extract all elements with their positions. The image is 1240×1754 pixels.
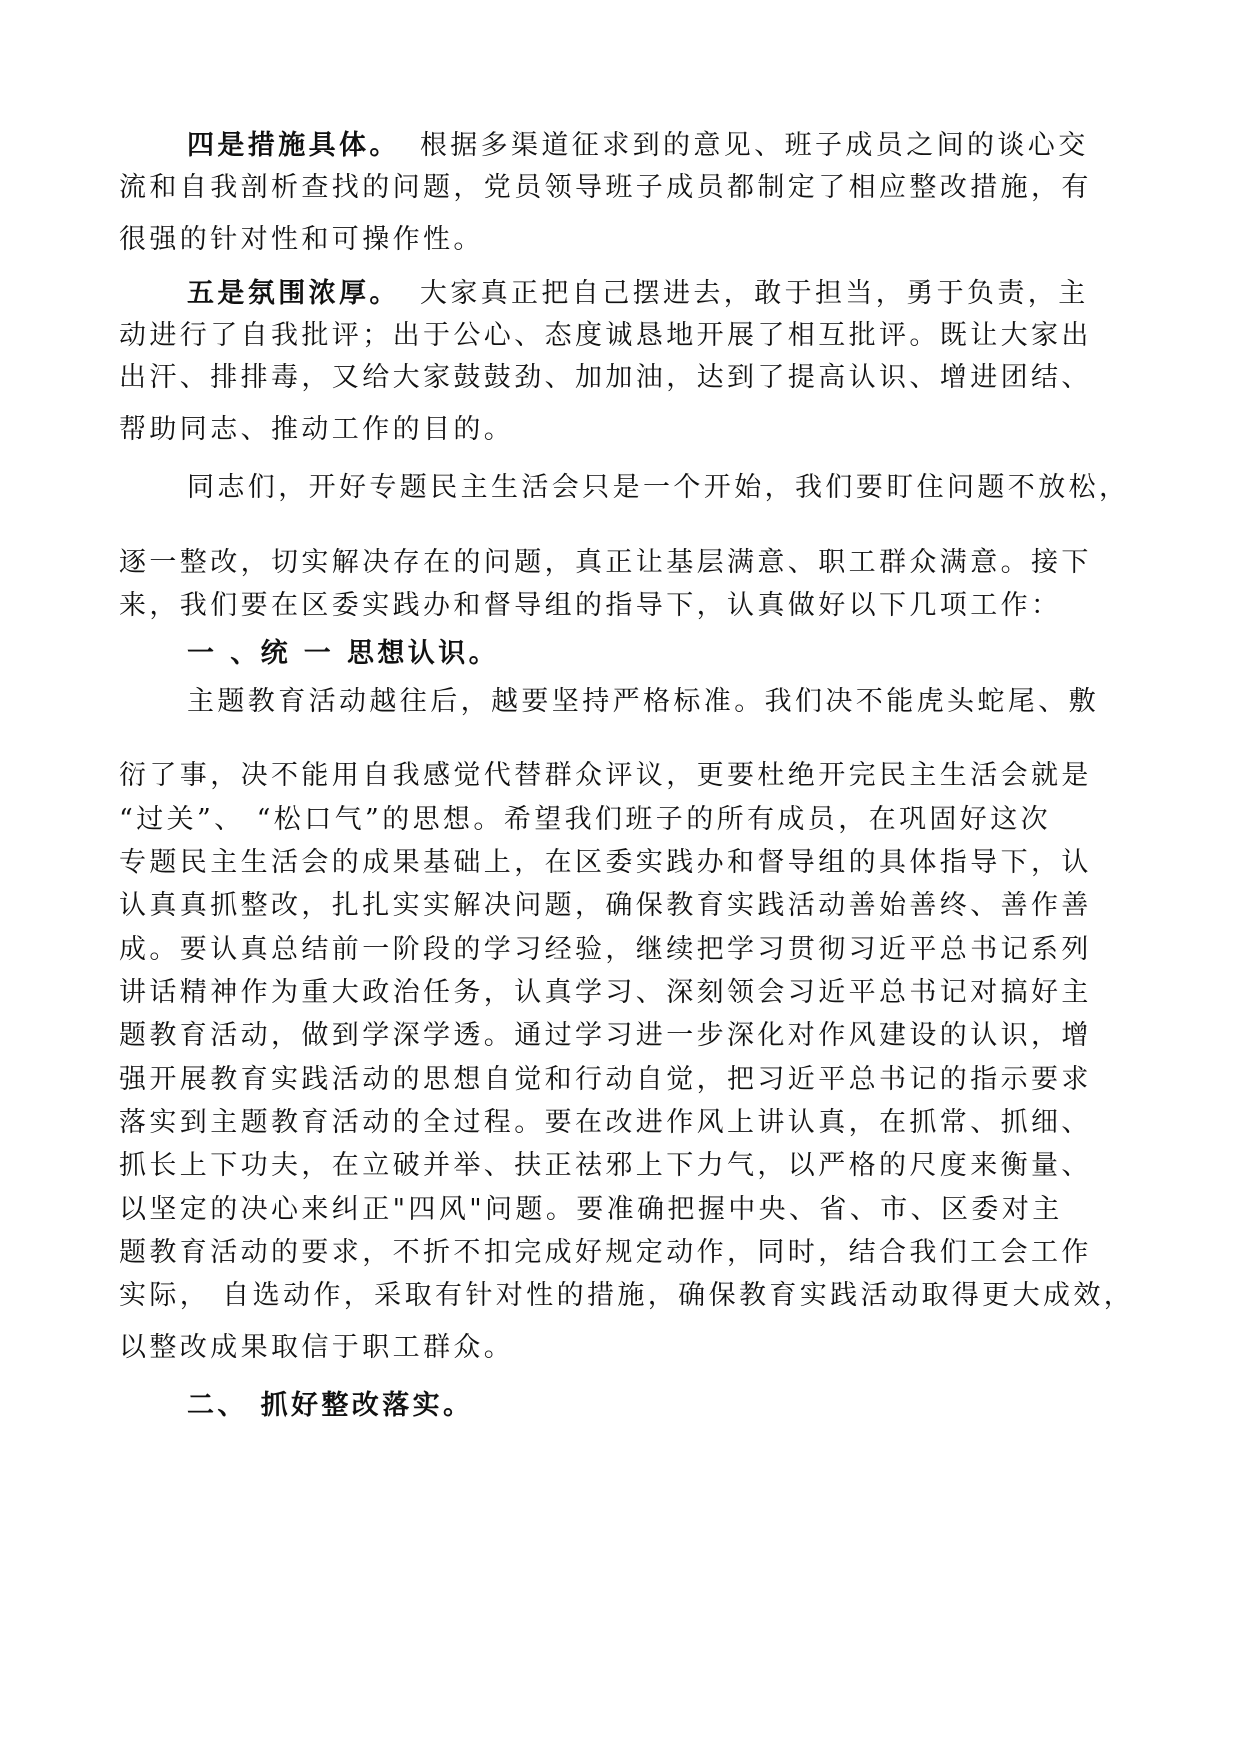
paragraph-line: 主题教育活动越往后，越要坚持严格标准。我们决不能虎头蛇尾、敷 [187, 686, 1099, 717]
paragraph-line: “过关”、 “松口气”的思想。希望我们班子的所有成员，在巩固好这次 [119, 804, 1051, 835]
section-heading: 二、 抓好整改落实。 [187, 1390, 474, 1421]
paragraph-line: 动进行了自我批评；出于公心、态度诚恳地开展了相互批评。既让大家出 [119, 320, 1092, 351]
paragraph-line: 成。要认真总结前一阶段的学习经验，继续把学习贯彻习近平总书记系列 [119, 934, 1092, 965]
paragraph-line: 强开展教育实践活动的思想自觉和行动自觉，把习近平总书记的指示要求 [119, 1064, 1092, 1095]
paragraph-line: 实际， 自选动作，采取有针对性的措施，确保教育实践活动取得更大成效， [119, 1280, 1135, 1311]
paragraph-line: 以坚定的决心来纠正"四风"问题。要准确把握中央、省、市、区委对主 [119, 1194, 1063, 1225]
paragraph-line [187, 128, 1089, 164]
paragraph-line: 流和自我剖析查找的问题，党员领导班子成员都制定了相应整改措施，有 [119, 172, 1092, 203]
paragraph-line: 出汗、排排毒，又给大家鼓鼓劲、加加油，达到了提高认识、增进团结、 [119, 362, 1092, 393]
paragraph-line: 题教育活动的要求，不折不扣完成好规定动作，同时，结合我们工会工作 [119, 1237, 1092, 1268]
paragraph-line: 来，我们要在区委实践办和督导组的指导下，认真做好以下几项工作： [119, 590, 1062, 621]
paragraph-line [187, 276, 1089, 312]
paragraph-lead: 四是措施具体。 [187, 130, 400, 161]
paragraph-line: 衍了事，决不能用自我感觉代替群众评议，更要杜绝开完民主生活会就是 [119, 760, 1092, 791]
paragraph-line: 讲话精神作为重大政治任务，认真学习、深刻领会习近平总书记对搞好主 [119, 977, 1092, 1008]
paragraph-line: 逐一整改，切实解决存在的问题，真正让基层满意、职工群众满意。接下 [119, 547, 1092, 578]
paragraph-line: 认真真抓整改，扎扎实实解决问题，确保教育实践活动善始善终、善作善 [119, 890, 1092, 921]
section-heading: 一 、统 一 思想认识。 [187, 638, 499, 669]
paragraph-line: 抓长上下功夫，在立破并举、扶正祛邪上下力气，以严格的尺度来衡量、 [119, 1150, 1092, 1181]
paragraph-line: 同志们，开好专题民主生活会只是一个开始，我们要盯住问题不放松， [187, 472, 1130, 503]
paragraph-line: 落实到主题教育活动的全过程。要在改进作风上讲认真，在抓常、抓细、 [119, 1107, 1092, 1138]
paragraph-line: 帮助同志、推动工作的目的。 [119, 414, 515, 445]
paragraph-text: 大家真正把自己摆进去，敢于担当，勇于负责，主 [419, 278, 1089, 309]
paragraph-line: 以整改成果取信于职工群众。 [119, 1332, 515, 1363]
paragraph-line: 题教育活动，做到学深学透。通过学习进一步深化对作风建设的认识，增 [119, 1020, 1092, 1051]
paragraph-line: 很强的针对性和可操作性。 [119, 224, 484, 255]
paragraph-line: 专题民主生活会的成果基础上，在区委实践办和督导组的具体指导下，认 [119, 847, 1092, 878]
paragraph-lead: 五是氛围浓厚。 [187, 278, 400, 309]
paragraph-text: 根据多渠道征求到的意见、班子成员之间的谈心交 [419, 130, 1089, 161]
